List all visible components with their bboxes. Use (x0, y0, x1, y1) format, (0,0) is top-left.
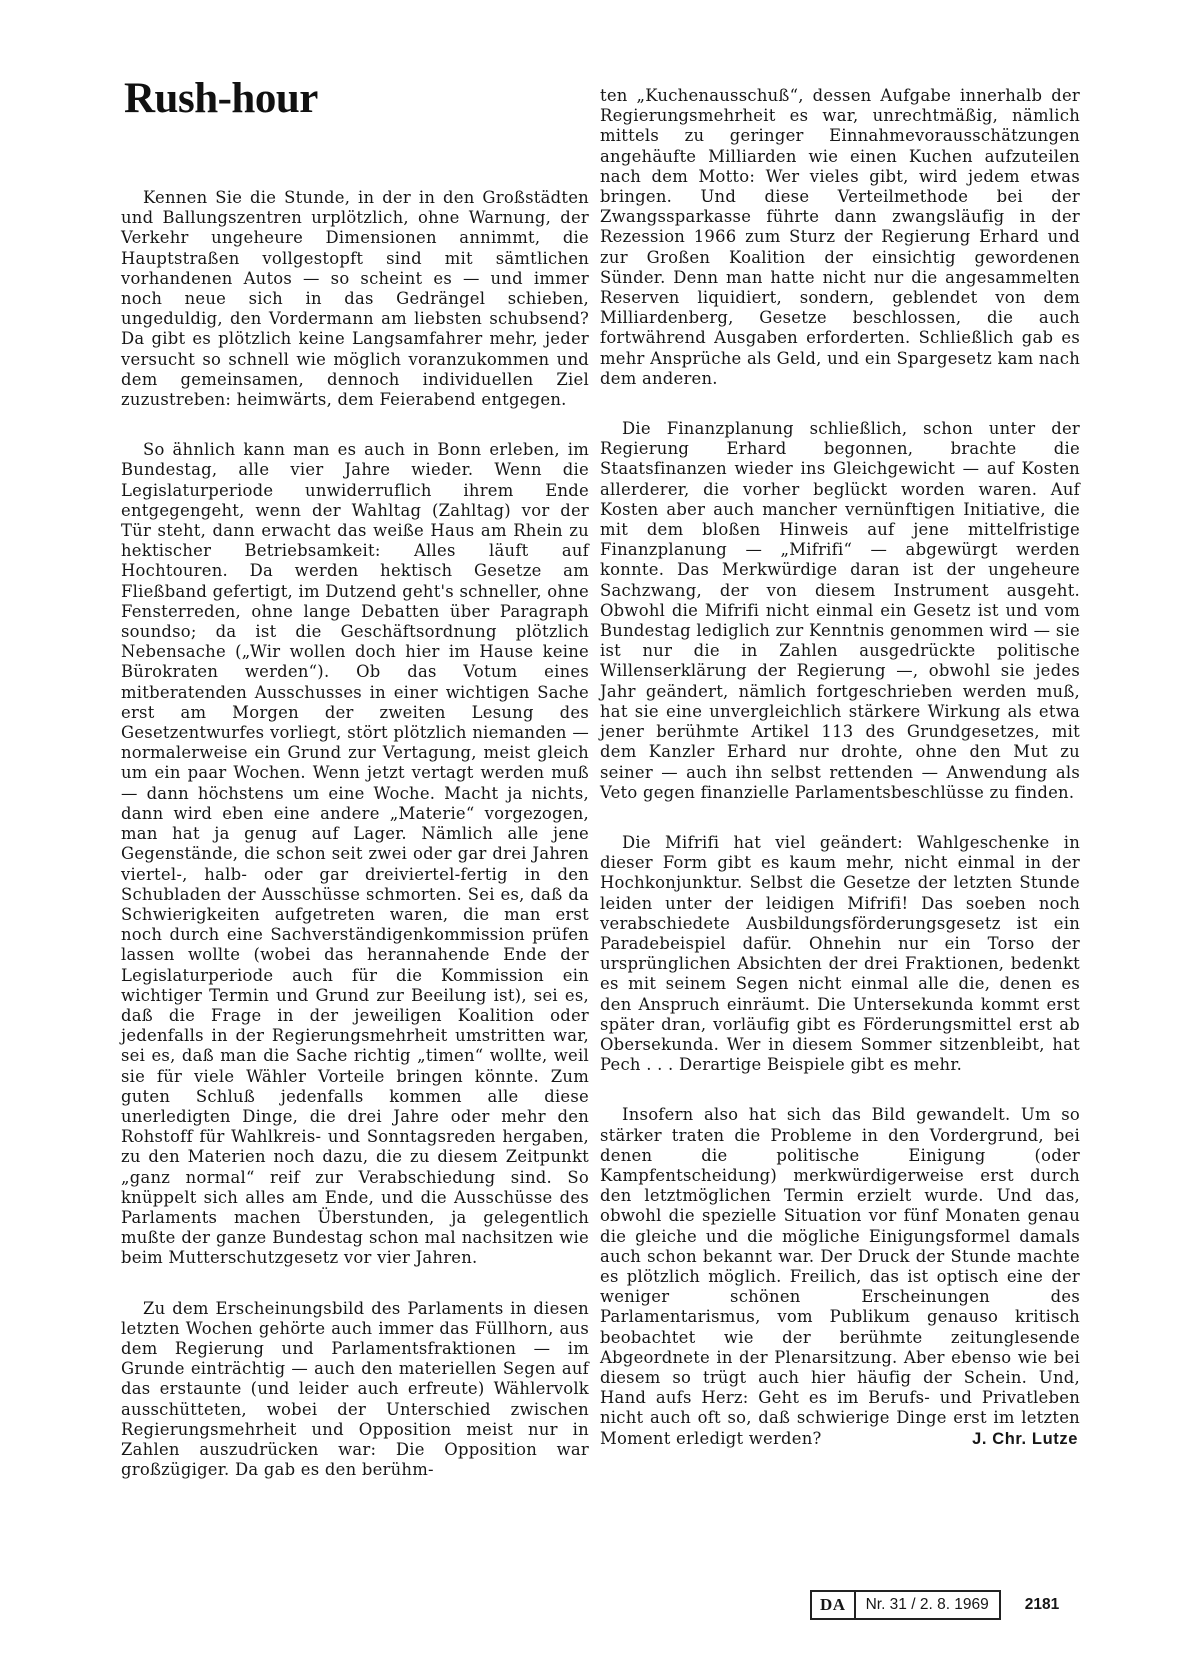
page-number: 2181 (1024, 1596, 1060, 1613)
paragraph: Kennen Sie die Stunde, in der in den Großstädten und Ballungszentren urplötzlich, ohne Warnung, der Verkehr ungeheure Dimensionen annimmt, die Hauptstraßen vollgestopft sind mit sämtlichen vorhandenen Autos — so scheint es — und immer noch neue sich in das Gedrängel schieben, ungeduldig, den Vordermann am liebsten schubsend? Da gibt es plötzlich keine Langsamfahrer mehr, jeder versucht so schnell wie möglich voranzukommen und dem gemeinsamen, dennoch individuellen Ziel zuzustreben: heimwärts, dem Feierabend entgegen. (121, 188, 589, 410)
publication-logo: DA (812, 1592, 856, 1618)
page-footer (810, 1589, 1059, 1621)
paragraph-final (600, 1105, 1080, 1448)
publication-box (810, 1590, 1001, 1620)
paragraph-continued: ten „Kuchenausschuß“, dessen Aufgabe innerhalb der Regierungsmehrheit es war, unrechtmäßig, nämlich mittels zu geringer Einnahmevorausschätzungen angehäufte Milliarden wie einen Kuchen aufzuteilen nach dem Motto: Wer vieles gibt, wird jedem etwas bringen. Und diese Verteilmethode bei der Zwangssparkasse führte dann zwangsläufig in der Rezession 1966 zum Sturz der Regierung Erhard und zur Großen Koalition der einsichtig gewordenen Sünder. Denn man hatte nicht nur die angesammelten Reserven liquidiert, sondern, geblendet von dem Milliardenberg, Gesetze beschlossen, die auch fortwährend Ausgaben erforderten. Schließlich gab es mehr Ansprüche als Geld, und ein Spargesetz kam nach dem anderen. (600, 86, 1080, 388)
author-signature: J. Chr. Lutze (972, 1429, 1078, 1448)
article-title: Rush-hour (124, 75, 318, 122)
paragraph: Die Finanzplanung schließlich, schon unter der Regierung Erhard begonnen, brachte die Staatsfinanzen wieder ins Gleichgewicht — auf Kosten allerderer, die vorher beglückt worden waren. Auf Kosten aber auch mancher vernünftigen Initiative, die mit dem bloßen Hinweis auf jene mittelfristige Finanzplanung — „Mifrifi“ — abgewürgt werden konnte. Das Merkwürdige daran ist der ungeheure Sachzwang, der von diesem Instrument ausgeht. Obwohl die Mifrifi nicht einmal ein Gesetz ist und vom Bundestag lediglich zur Kenntnis genommen wird — sie ist nur die in Zahlen ausgedrückte politische Willenserklärung der Regierung —, obwohl sie jedes Jahr geändert, nämlich fortgeschrieben werden muß, hat sie eine unvergleichlich stärkere Wirkung als etwa jener berühmte Artikel 113 des Grundgesetzes, mit dem Kanzler Erhard nur drohte, ohne den Mut zu seiner — auch ihn selbst rettenden — Anwendung als Veto gegen finanzielle Parlamentsbeschlüsse zu finden. (600, 419, 1080, 802)
paragraph: Die Mifrifi hat viel geändert: Wahlgeschenke in dieser Form gibt es kaum mehr, nicht einmal in der Hochkonjunktur. Selbst die Gesetze der letzten Stunde leiden unter der leidigen Mifrifi! Das soeben noch verabschiedete Ausbildungsförderungsgesetz ist ein Paradebeispiel dafür. Ohnehin nur ein Torso der ursprünglichen Absichten der drei Fraktionen, bedenkt es mit seinem Segen nicht einmal alle die, denen es den Anspruch einräumt. Die Untersekunda kommt erst später dran, vorläufig gibt es Förderungsmittel erst ab Obersekunda. Wer in diesem Sommer sitzenbleibt, hat Pech . . . Derartige Beispiele gibt es mehr. (600, 832, 1080, 1075)
left-column (121, 188, 589, 1480)
right-column (600, 86, 1080, 1449)
issue-info: Nr. 31 / 2. 8. 1969 (865, 1596, 989, 1613)
final-paragraph-text: Insofern also hat sich das Bild gewandelt. Um so stärker traten die Probleme in den Vordergrund, bei denen die politische Einigung (oder Kampfentscheidung) merkwürdigerweise erst durch den letztmöglichen Termin erzielt wurde. Und das, obwohl die spezielle Situation vor fünf Monaten genau die gleiche und die mögliche Einigungsformel damals auch schon bekannt war. Der Druck der Stunde machte es plötzlich möglich. Freilich, das ist optisch eine der weniger schönen Erscheinungen des Parlamentarismus, vom Publikum genauso kritisch beobachtet wie der berühmte zeitunglesende Abgeordnete in der Plenarsitzung. Aber ebenso wie bei diesem so trügt auch hier häufig der Schein. Und, Hand aufs Herz: Geht es im Berufs- und Privatleben nicht auch oft so, daß schwierige Dinge erst im letzten Moment erledigt werden? (600, 1105, 1080, 1448)
paragraph: So ähnlich kann man es auch in Bonn erleben, im Bundestag, alle vier Jahre wieder. Wenn die Legislaturperiode unwiderruflich ihrem Ende entgegengeht, wenn der Wahltag (Zahltag) vor der Tür steht, dann erwacht das weiße Haus am Rhein zu hektischer Betriebsamkeit: Alles läuft auf Hochtouren. Da werden hektisch Gesetze am Fließband gefertigt, im Dutzend geht's schneller, ohne Fensterreden, ohne lange Debatten über Paragraph soundso; da ist die Geschäftsordnung plötzlich Nebensache („Wir wollen doch hier im Hause keine Bürokraten werden“). Ob das Votum eines mitberatenden Ausschusses in einer wichtigen Sache erst am Morgen der zweiten Lesung des Gesetzentwurfes vorliegt, stört plötzlich niemanden — normalerweise ein Grund zur Vertagung, meist gleich um ein paar Wochen. Wenn jetzt vertagt werden muß — dann höchstens um eine Woche. Macht ja nichts, dann wird eben eine andere „Materie“ vorgezogen, man hat ja genug auf Lager. Nämlich alle jene Gegenstände, die schon seit zwei oder gar drei Jahren viertel-, halb- oder gar dreiviertel-fertig in den Schubladen der Ausschüsse schmorten. Sei es, daß da Schwierigkeiten aufgetreten waren, die man erst noch durch eine Sachverständigenkommission prüfen lassen wollte (wobei das herannahende Ende der Legislaturperiode auch für die Kommission ein wichtiger Termin und Grund zur Beeilung ist), sei es, daß die Frage in der jeweiligen Koalition oder jedenfalls in der Regierungsmehrheit umstritten war, sei es, daß man die Sache richtig „timen“ wollte, weil sie für viele Wähler Vorteile bringen könnte. Zum guten Schluß jedenfalls kommen alle diese unerledigten Dinge, die drei Jahre oder mehr den Rohstoff für Wahlkreis- und Sonntagsreden hergaben, zu den Materien noch dazu, die zu diesem Zeitpunkt „ganz normal“ reif zur Verabschiedung sind. So knüppelt sich alles am Ende, und die Ausschüsse des Parlaments machen Überstunden, ja gelegentlich mußte der ganze Bundestag schon mal nachsitzen wie beim Mutterschutzgesetz vor vier Jahren. (121, 440, 589, 1268)
paragraph: Zu dem Erscheinungsbild des Parlaments in diesen letzten Wochen gehörte auch immer das Füllhorn, aus dem Regierung und Parlamentsfraktionen — im Grunde einträchtig — auch den materiellen Segen auf das erstaunte (und leider auch erfreute) Wählervolk ausschütteten, wobei der Unterschied zwischen Regierungsmehrheit und Opposition meist nur in Zahlen auszudrücken war: Die Opposition war großzügiger. Da gab es den berühm- (121, 1298, 589, 1480)
